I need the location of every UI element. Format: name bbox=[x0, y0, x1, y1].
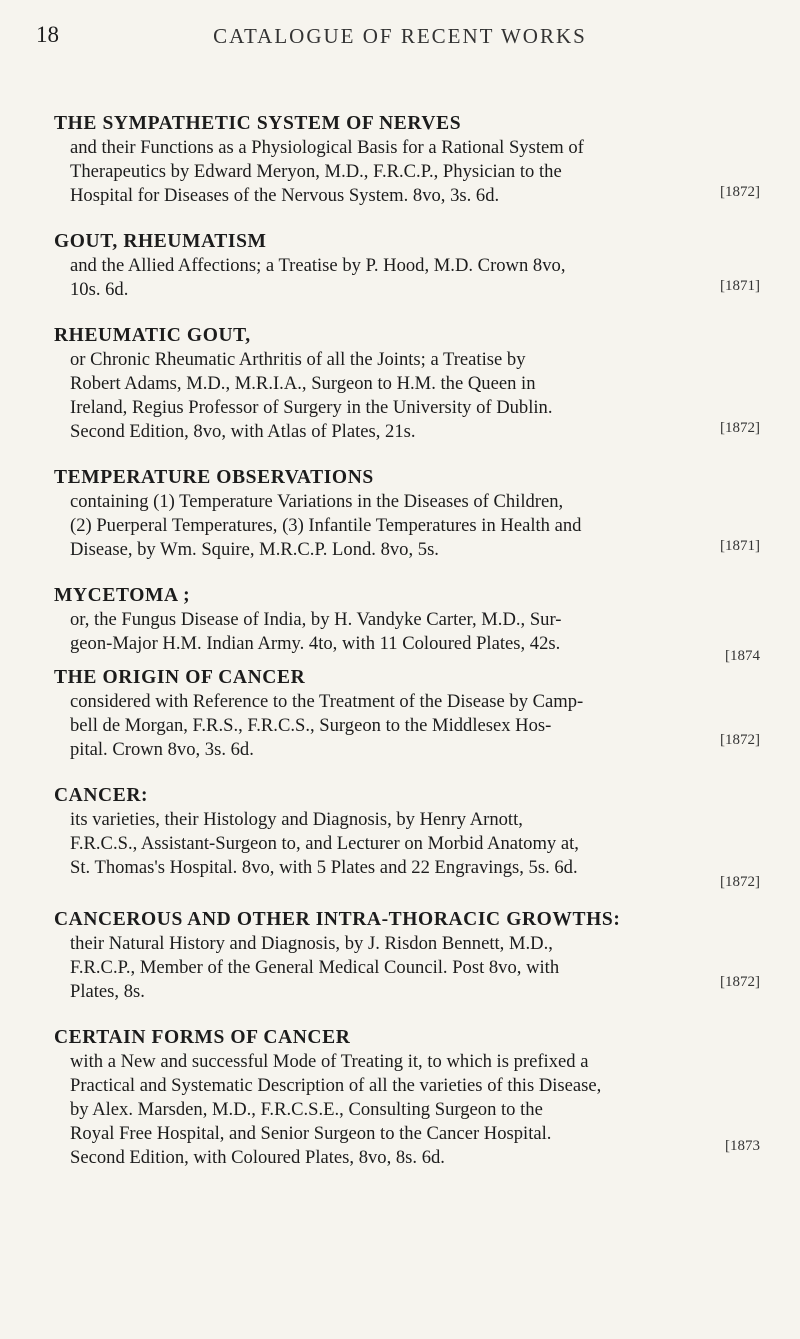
entry-line: geon-Major H.M. Indian Army. 4to, with 11 Coloured Plates, 42s. bbox=[70, 633, 561, 654]
entry-line: or Chronic Rheumatic Arthritis of all the Joints; a Treatise by bbox=[70, 349, 526, 370]
entry-line: pital. Crown 8vo, 3s. 6d. bbox=[70, 739, 254, 760]
entry-line: F.R.C.S., Assistant-Surgeon to, and Lecturer on Morbid Anatomy at, bbox=[70, 833, 579, 854]
running-head bbox=[0, 20, 800, 60]
entry-description bbox=[54, 254, 760, 302]
entry-line: F.R.C.P., Member of the General Medical Council. Post 8vo, with bbox=[70, 957, 560, 978]
entry-line: and the Allied Affections; a Treatise by P. Hood, M.D. Crown 8vo, bbox=[70, 255, 566, 276]
entry-line-with-year bbox=[70, 538, 760, 562]
entry-line: its varieties, their Histology and Diagnosis, by Henry Arnott, bbox=[70, 809, 523, 830]
catalogue-entry bbox=[54, 466, 760, 562]
entry-title: TEMPERATURE OBSERVATIONS bbox=[54, 467, 374, 488]
catalogue-entry bbox=[54, 784, 760, 890]
entry-line-with-year bbox=[70, 184, 760, 208]
entry-line: Therapeutics by Edward Meryon, M.D., F.R.C.P., Physician to the bbox=[70, 161, 562, 182]
entry-line: and their Functions as a Physiological Basis for a Rational System of bbox=[70, 137, 584, 158]
entry-title: RHEUMATIC GOUT, bbox=[54, 325, 251, 346]
entry-title: GOUT, RHEUMATISM bbox=[54, 231, 267, 252]
publication-year: [1871] bbox=[720, 538, 760, 554]
publication-year: [1874 bbox=[725, 648, 760, 664]
entry-line: Disease, by Wm. Squire, M.R.C.P. Lond. 8vo, 5s. bbox=[70, 539, 439, 560]
entry-line-with-year bbox=[70, 856, 760, 890]
entry-title: CERTAIN FORMS OF CANCER bbox=[54, 1027, 351, 1048]
publication-year: [1872] bbox=[720, 974, 760, 990]
entry-line: Hospital for Diseases of the Nervous System. 8vo, 3s. 6d. bbox=[70, 185, 500, 206]
entry-title: CANCER: bbox=[54, 785, 149, 806]
entry-line: Plates, 8s. bbox=[70, 981, 145, 1002]
publication-year: [1872] bbox=[720, 732, 760, 748]
running-title: CATALOGUE OF RECENT WORKS bbox=[213, 24, 587, 48]
entry-line: bell de Morgan, F.R.S., F.R.C.S., Surgeon to the Middlesex Hos- bbox=[70, 715, 552, 736]
entry-line: their Natural History and Diagnosis, by J. Risdon Bennett, M.D., bbox=[70, 933, 553, 954]
entry-line: (2) Puerperal Temperatures, (3) Infantile Temperatures in Health and bbox=[70, 515, 582, 536]
entry-description bbox=[54, 690, 760, 762]
publication-year: [1873 bbox=[725, 1138, 760, 1154]
entry-line: with a New and successful Mode of Treating it, to which is prefixed a bbox=[70, 1051, 589, 1072]
catalogue-entry bbox=[54, 324, 760, 444]
entry-line: St. Thomas's Hospital. 8vo, with 5 Plates and 22 Engravings, 5s. 6d. bbox=[70, 857, 578, 878]
entry-line-with-year bbox=[70, 632, 760, 664]
publication-year: [1871] bbox=[720, 278, 760, 294]
entry-description bbox=[54, 808, 760, 890]
entry-line: Royal Free Hospital, and Senior Surgeon to the Cancer Hospital. bbox=[70, 1123, 552, 1144]
entry-description bbox=[54, 136, 760, 208]
catalogue-entry bbox=[54, 112, 760, 208]
entry-line: Ireland, Regius Professor of Surgery in the University of Dublin. bbox=[70, 397, 553, 418]
entry-title: MYCETOMA ; bbox=[54, 585, 191, 606]
catalogue-entry bbox=[54, 584, 760, 664]
publication-year: [1872] bbox=[720, 420, 760, 436]
entry-line: or, the Fungus Disease of India, by H. Vandyke Carter, M.D., Sur- bbox=[70, 609, 562, 630]
entry-line: containing (1) Temperature Variations in the Diseases of Children, bbox=[70, 491, 564, 512]
entry-line: Robert Adams, M.D., M.R.I.A., Surgeon to H.M. the Queen in bbox=[70, 373, 536, 394]
entry-line-with-year bbox=[70, 956, 760, 990]
entry-title: THE ORIGIN OF CANCER bbox=[54, 667, 306, 688]
entry-line: considered with Reference to the Treatment of the Disease by Camp- bbox=[70, 691, 584, 712]
entry-title: CANCEROUS AND OTHER INTRA-THORACIC GROWTHS: bbox=[54, 909, 621, 930]
entry-line-with-year bbox=[70, 1122, 760, 1154]
entry-description bbox=[54, 608, 760, 664]
entry-line-with-year bbox=[70, 420, 760, 444]
entry-description bbox=[54, 932, 760, 1004]
entry-line: by Alex. Marsden, M.D., F.R.C.S.E., Consulting Surgeon to the bbox=[70, 1099, 543, 1120]
publication-year: [1872] bbox=[720, 184, 760, 200]
page-number: 18 bbox=[36, 22, 59, 47]
catalogue-entry bbox=[54, 908, 760, 1004]
entry-line-with-year bbox=[70, 732, 760, 762]
entry-title: THE SYMPATHETIC SYSTEM OF NERVES bbox=[54, 113, 462, 134]
entry-description bbox=[54, 348, 760, 444]
entry-line: Practical and Systematic Description of all the varieties of this Disease, bbox=[70, 1075, 602, 1096]
catalogue-entry bbox=[54, 666, 760, 762]
catalogue-entry bbox=[54, 230, 760, 302]
entry-description bbox=[54, 490, 760, 562]
entry-line-with-year bbox=[70, 278, 760, 302]
entry-description bbox=[54, 1050, 760, 1170]
entry-line: Second Edition, with Coloured Plates, 8vo, 8s. 6d. bbox=[70, 1147, 445, 1168]
catalogue-entries bbox=[54, 112, 760, 1170]
entry-line: 10s. 6d. bbox=[70, 279, 129, 300]
entry-line: Second Edition, 8vo, with Atlas of Plates, 21s. bbox=[70, 421, 416, 442]
catalogue-entry bbox=[54, 1026, 760, 1170]
publication-year: [1872] bbox=[720, 874, 760, 890]
